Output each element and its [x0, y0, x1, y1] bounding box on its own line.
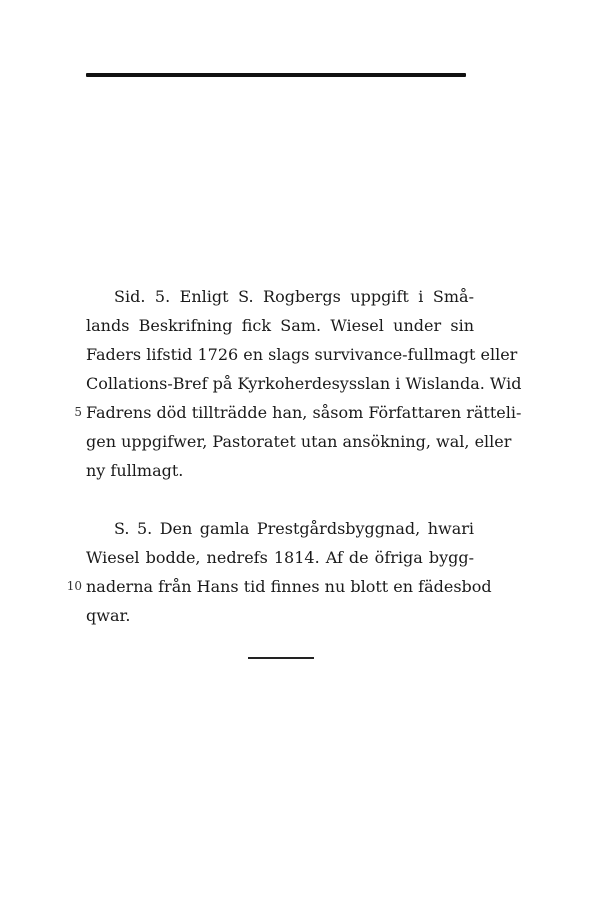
text-line: 5 Fadrens död tillträdde han, såsom Författaren rätteli-: [86, 398, 474, 427]
text-line: ny fullmagt.: [86, 461, 184, 480]
note-paragraph-2: [66, 514, 492, 630]
text-line: Faders lifstid 1726 en slags survivance-fullmagt eller: [86, 345, 518, 364]
header-rule: [86, 73, 466, 77]
text-line: 10 naderna från Hans tid finnes nu blott en fädesbod: [86, 572, 474, 601]
text-line: Wiesel bodde, nedrefs 1814. Af de öfriga bygg-: [86, 548, 474, 567]
line-number: 10: [66, 579, 82, 593]
text-line: Sid. 5. Enligt S. Rogbergs uppgift i Små-: [114, 287, 474, 306]
text-line: gen uppgifwer, Pastoratet utan ansökning, wal, eller: [86, 432, 512, 451]
text-line: qwar.: [86, 606, 131, 625]
text-line: S. 5. Den gamla Prestgårdsbyggnad, hwari: [114, 519, 474, 538]
note-paragraph-1: [74, 282, 522, 485]
footer-rule: [248, 657, 314, 659]
text-line: Collations-Bref på Kyrkoherdesysslan i Wislanda. Wid: [86, 374, 522, 393]
text-line: lands Beskrifning fick Sam. Wiesel under sin: [86, 316, 474, 335]
line-number: 5: [74, 405, 82, 419]
